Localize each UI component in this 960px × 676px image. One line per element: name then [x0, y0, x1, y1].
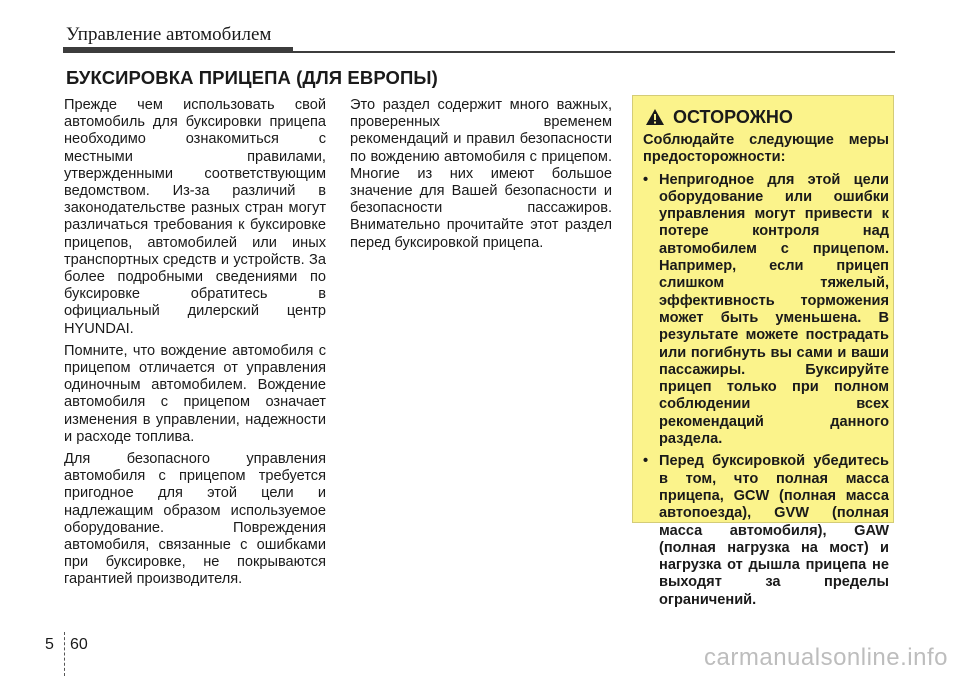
warning-bullet-text: Перед буксировкой убедитесь в том, что полная масса прицепа, GCW (полная масса автопоезда), GVW (полная масса автомобиля), GAW (полная нагрузка на мост) и нагрузка от дышла прицепа не выходят за пределы ограничений.: [659, 453, 889, 608]
section-title: БУКСИРОВКА ПРИЦЕПА (ДЛЯ ЕВРОПЫ): [66, 67, 438, 88]
bullet-icon: •: [643, 171, 649, 188]
section-number: 5: [45, 636, 54, 653]
warning-body: [643, 132, 889, 614]
watermark: carmanualsonline.info: [704, 644, 948, 671]
paragraph: Это раздел содержит много важных, проверенных временем рекомендаций и правил безопасности по вождению автомобиля с прицепом. Многие из них имеют большое значение для Вашей безопасности и безопасности пассажиров. Внимательно прочитайте этот раздел перед буксировкой прицепа.: [350, 97, 612, 251]
text-column-left: [64, 97, 326, 594]
footer-divider: [64, 632, 65, 676]
warning-intro: Соблюдайте следующие меры предосторожности:: [643, 132, 889, 166]
paragraph: Прежде чем использовать свой автомобиль для буксировки прицепа необходимо ознакомиться с местными правилами, утвержденными соответствующим ведомством. Из-за различий в законодательстве разных стран могут различаться требования к буксировке прицепов, автомобилей или иных транспортных средств и устройств. За более подробными сведениями по буксировке обратитесь в официальный дилерский центр HYUNDAI.: [64, 97, 326, 337]
bullet-icon: •: [643, 453, 649, 470]
header-rule-thin: [63, 51, 895, 53]
warning-box: [632, 95, 894, 608]
paragraph: Для безопасного управления автомобиля с прицепом требуется пригодное для этой цели и надлежащим образом используемое оборудование. Повреждения автомобиля, связанные с ошибками при буксировке, не покрываются гарантией производителя.: [64, 451, 326, 588]
warning-title: ОСТОРОЖНО: [673, 106, 793, 127]
warning-bullet: [643, 453, 889, 609]
page-number: 60: [70, 636, 88, 653]
chapter-title: Управление автомобилем: [66, 24, 272, 45]
warning-triangle-icon: [645, 108, 665, 126]
warning-bullet-text: Непригодное для этой цели оборудование или ошибки управления могут привести к потере контроля над автомобилем с прицепом. Например, если прицеп слишком тяжелый, эффективность торможения может быть уменьшена. В результате можете пострадать или погибнуть вы сами и ваши пассажиры. Буксируйте прицеп только при полном соблюдении всех рекомендаций данного раздела.: [659, 171, 889, 448]
paragraph: Помните, что вождение автомобиля с прицепом отличается от управления одиночным автомобилем. Вождение автомобиля с прицепом означает изменения в управлении, надежности и расходе топлива.: [64, 342, 326, 445]
warning-bullet: [643, 172, 889, 449]
warning-header: [645, 106, 793, 128]
text-column-middle: [350, 97, 612, 257]
